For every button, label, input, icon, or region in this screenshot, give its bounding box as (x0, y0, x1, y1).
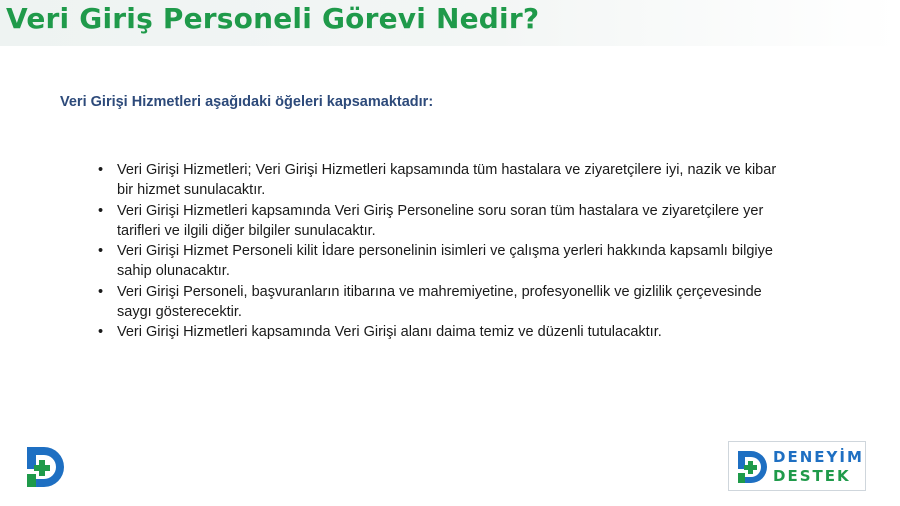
slide-subtitle: Veri Girişi Hizmetleri aşağıdaki öğeleri kapsamaktadır: (60, 94, 434, 110)
bullet-item: • Veri Girişi Hizmetleri kapsamında Veri Giriş Personeline soru soran tüm hastalara ve ziyaretçilere yer tarifleri ve ilgili diğer bilgiler sunulacaktır. (96, 201, 796, 242)
bullet-item: • Veri Girişi Hizmetleri kapsamında Veri Girişi alanı daima temiz ve düzenli tutulacaktır. (96, 322, 796, 342)
slide-title: Veri Giriş Personeli Görevi Nedir? (6, 2, 540, 35)
deneyim-destek-mark-icon (736, 449, 768, 485)
bullet-list (96, 160, 796, 343)
brand-name-line2: DESTEK (773, 467, 851, 485)
brand-name-line1: DENEYİM (773, 448, 864, 466)
deneyim-destek-mark-icon (24, 444, 66, 490)
brand-logo (728, 441, 866, 491)
bullet-item: • Veri Girişi Personeli, başvuranların itibarına ve mahremiyetine, profesyonellik ve gizlilik çerçevesinde saygı gösterecektir. (96, 282, 796, 323)
bullet-item: • Veri Girişi Hizmet Personeli kilit İdare personelinin isimleri ve çalışma yerleri hakkında kapsamlı bilgiye sahip olunacaktır. (96, 241, 796, 282)
bullet-item: • Veri Girişi Hizmetleri; Veri Girişi Hizmetleri kapsamında tüm hastalara ve ziyaretçilere iyi, nazik ve kibar bir hizmet sunulacaktır. (96, 160, 796, 201)
